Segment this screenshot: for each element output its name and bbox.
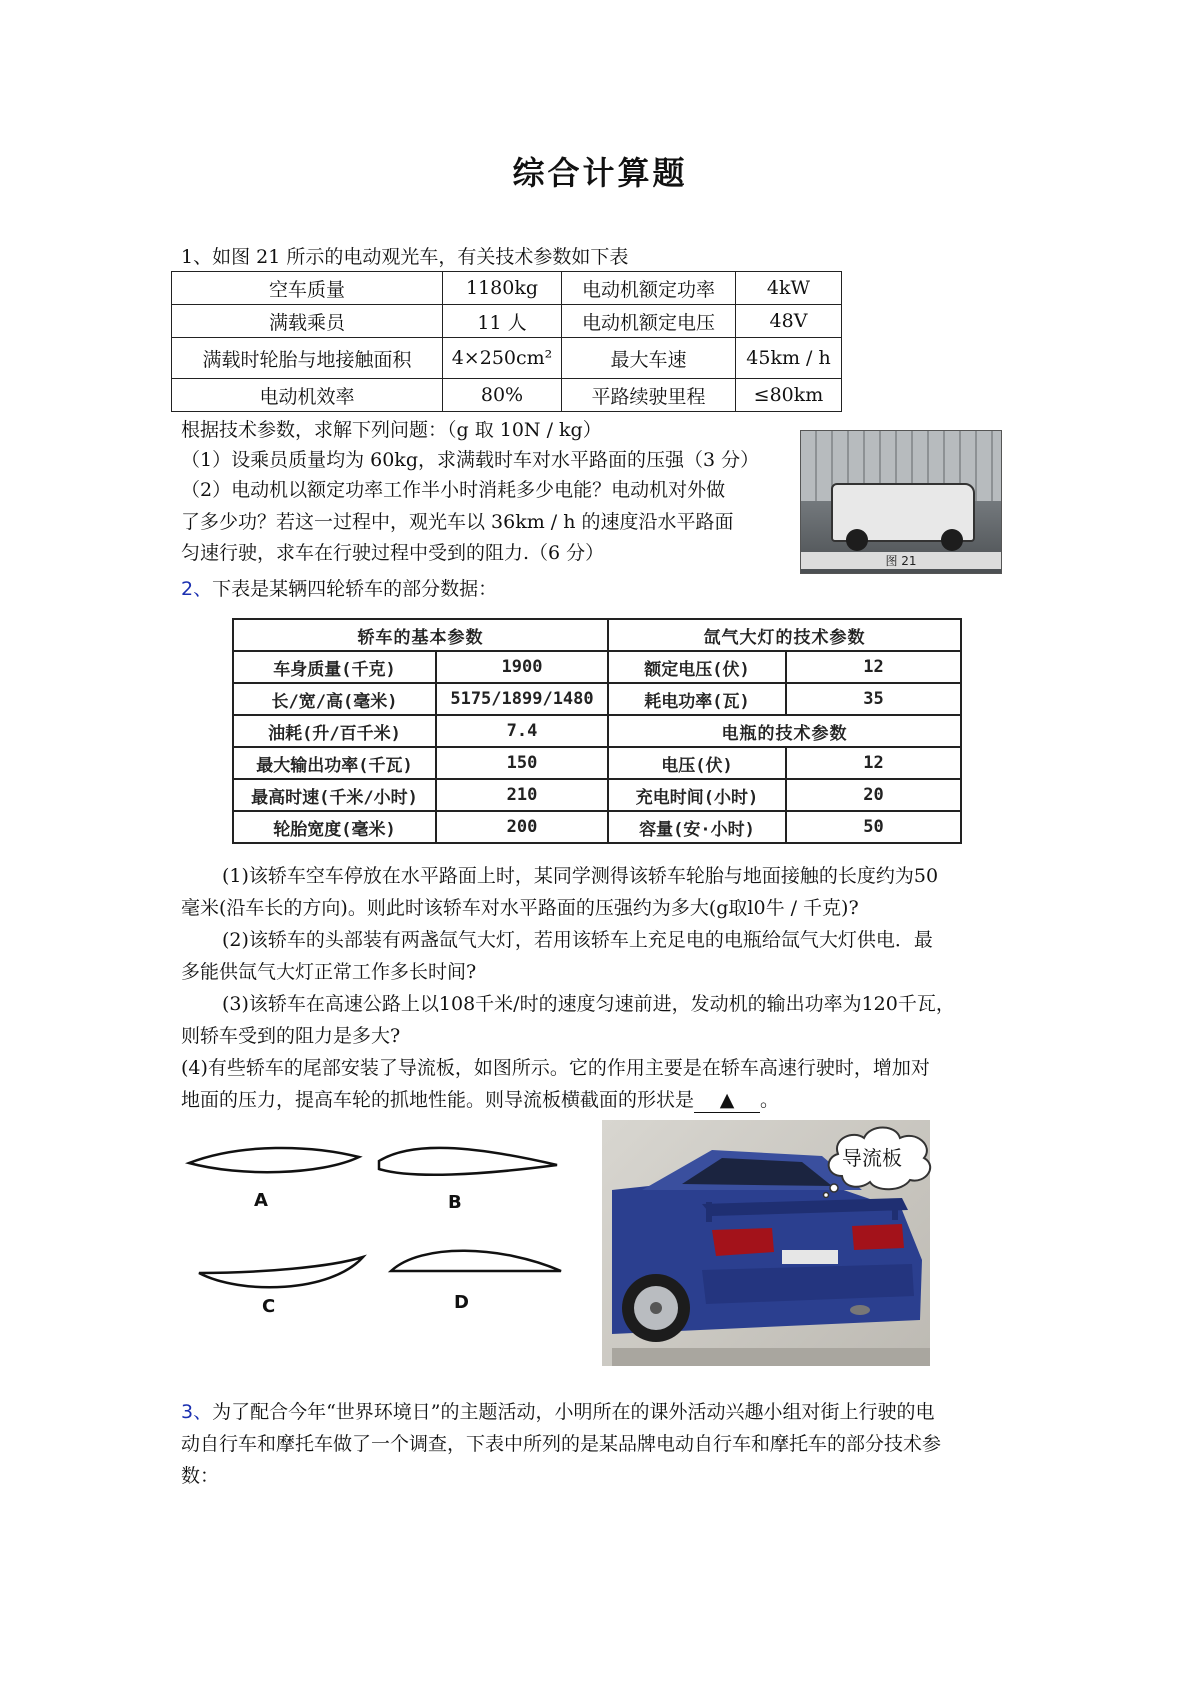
callout-label: 导流板 <box>842 1146 902 1170</box>
q2-line: (1)该轿车空车停放在水平路面上时，某同学测得该轿车轮胎与地面接触的长度约为50 <box>222 865 939 887</box>
table-cell: 电动机额定功率 <box>562 272 736 305</box>
q1-spec-table <box>171 271 842 412</box>
table-cell: 35 <box>786 683 961 715</box>
airfoil-shapes-figure <box>181 1135 581 1335</box>
table-cell: 额定电压(伏) <box>608 651 786 683</box>
table-cell: 车身质量(千克) <box>233 651 436 683</box>
q1-line: （1）设乘员质量均为 60kg，求满载时车对水平路面的压强（3 分） <box>181 449 760 471</box>
wheel <box>941 529 963 551</box>
q2-line: (4)有些轿车的尾部安装了导流板，如图所示。它的作用主要是在轿车高速行驶时，增加对 <box>181 1057 930 1079</box>
table-cell: 5175/1899/1480 <box>436 683 608 715</box>
q2-intro-line <box>181 577 497 601</box>
table-cell: 满载时轮胎与地接触面积 <box>172 338 443 379</box>
table-cell: 长/宽/高(毫米) <box>233 683 436 715</box>
table-cell: 容量(安·小时) <box>608 811 786 843</box>
table-cell: 最大车速 <box>562 338 736 379</box>
table-cell: 50 <box>786 811 961 843</box>
q2-number: 2、 <box>181 578 213 600</box>
q2-line: 多能供氙气大灯正常工作多长时间? <box>181 961 477 983</box>
shape-d <box>391 1251 561 1271</box>
table-cell: 200 <box>436 811 608 843</box>
q1-line: （2）电动机以额定功率工作半小时消耗多少电能？电动机对外做 <box>181 479 726 501</box>
table-header: 轿车的基本参数 <box>233 619 608 651</box>
q1-intro: 1、如图 21 所示的电动观光车，有关技术参数如下表 <box>181 246 629 268</box>
table-cell: 1900 <box>436 651 608 683</box>
table-cell: 电动机效率 <box>172 379 443 412</box>
table-cell: 耗电功率(瓦) <box>608 683 786 715</box>
table-cell: 充电时间(小时) <box>608 779 786 811</box>
table-cell: 电动机额定电压 <box>562 305 736 338</box>
table-cell: 20 <box>786 779 961 811</box>
q1-line: 匀速行驶，求车在行驶过程中受到的阻力.（6 分） <box>181 542 605 564</box>
table-cell: 45km / h <box>736 338 842 379</box>
table-cell: 空车质量 <box>172 272 443 305</box>
shape-c <box>199 1257 363 1287</box>
table-cell: ≤80km <box>736 379 842 412</box>
shape-label-a: A <box>254 1190 268 1211</box>
page-title: 综合计算题 <box>512 154 688 192</box>
shape-label-d: D <box>454 1292 469 1313</box>
table-cell: 轮胎宽度(毫米) <box>233 811 436 843</box>
wheel <box>846 529 868 551</box>
table-header: 电瓶的技术参数 <box>608 715 961 747</box>
q3-line: 为了配合今年“世界环境日”的主题活动，小明所在的课外活动兴趣小组对街上行驶的电 <box>212 1401 935 1423</box>
q3-number: 3、 <box>181 1401 213 1423</box>
answer-blank: ▲ <box>694 1088 760 1113</box>
figure-caption: 图 21 <box>801 552 1001 569</box>
table-cell: 满载乘员 <box>172 305 443 338</box>
end-mark: 。 <box>760 1089 780 1111</box>
table-cell: 最大输出功率(千瓦) <box>233 747 436 779</box>
shape-a <box>189 1148 359 1172</box>
q1-line: 了多少功？若这一过程中，观光车以 36km / h 的速度沿水平路面 <box>181 511 734 533</box>
q2-line: 则轿车受到的阻力是多大? <box>181 1025 401 1047</box>
table-cell: 最高时速(千米/小时) <box>233 779 436 811</box>
sightseeing-cart-photo <box>800 430 1002 574</box>
q2-line-with-blank <box>181 1088 779 1113</box>
table-cell: 80% <box>443 379 562 412</box>
table-cell: 4×250cm² <box>443 338 562 379</box>
table-cell: 4kW <box>736 272 842 305</box>
table-cell: 油耗(升/百千米) <box>233 715 436 747</box>
q3-line: 动自行车和摩托车做了一个调查，下表中所列的是某品牌电动自行车和摩托车的部分技术参 <box>181 1433 942 1455</box>
table-cell: 12 <box>786 747 961 779</box>
shape-label-b: B <box>448 1192 462 1213</box>
table-cell: 11 人 <box>443 305 562 338</box>
q2-line: 毫米(沿车长的方向)。则此时该轿车对水平路面的压强约为多大(g取l0牛 / 千克)? <box>181 897 859 919</box>
q2-line: (3)该轿车在高速公路上以108千米/时的速度匀速前进，发动机的输出功率为120千瓦， <box>222 993 955 1015</box>
table-cell: 150 <box>436 747 608 779</box>
q3-line: 数： <box>181 1465 220 1487</box>
q3-line-first <box>181 1400 935 1424</box>
table-cell: 1180kg <box>443 272 562 305</box>
q2-line: (2)该轿车的头部装有两盏氙气大灯，若用该轿车上充足电的电瓶给氙气大灯供电．最 <box>222 929 933 951</box>
table-cell: 平路续驶里程 <box>562 379 736 412</box>
table-cell: 电压(伏) <box>608 747 786 779</box>
table-cell: 210 <box>436 779 608 811</box>
q1-line: 根据技术参数，求解下列问题：（g 取 10N / kg） <box>181 419 602 441</box>
q2-line: 地面的压力，提高车轮的抓地性能。则导流板横截面的形状是 <box>181 1089 695 1111</box>
table-cell: 7.4 <box>436 715 608 747</box>
q2-intro: 下表是某辆四轮轿车的部分数据： <box>212 578 498 600</box>
shape-label-c: C <box>262 1296 276 1317</box>
shape-b <box>379 1148 557 1175</box>
table-cell: 48V <box>736 305 842 338</box>
table-cell: 12 <box>786 651 961 683</box>
table-header: 氙气大灯的技术参数 <box>608 619 961 651</box>
q2-sedan-table <box>232 618 962 844</box>
